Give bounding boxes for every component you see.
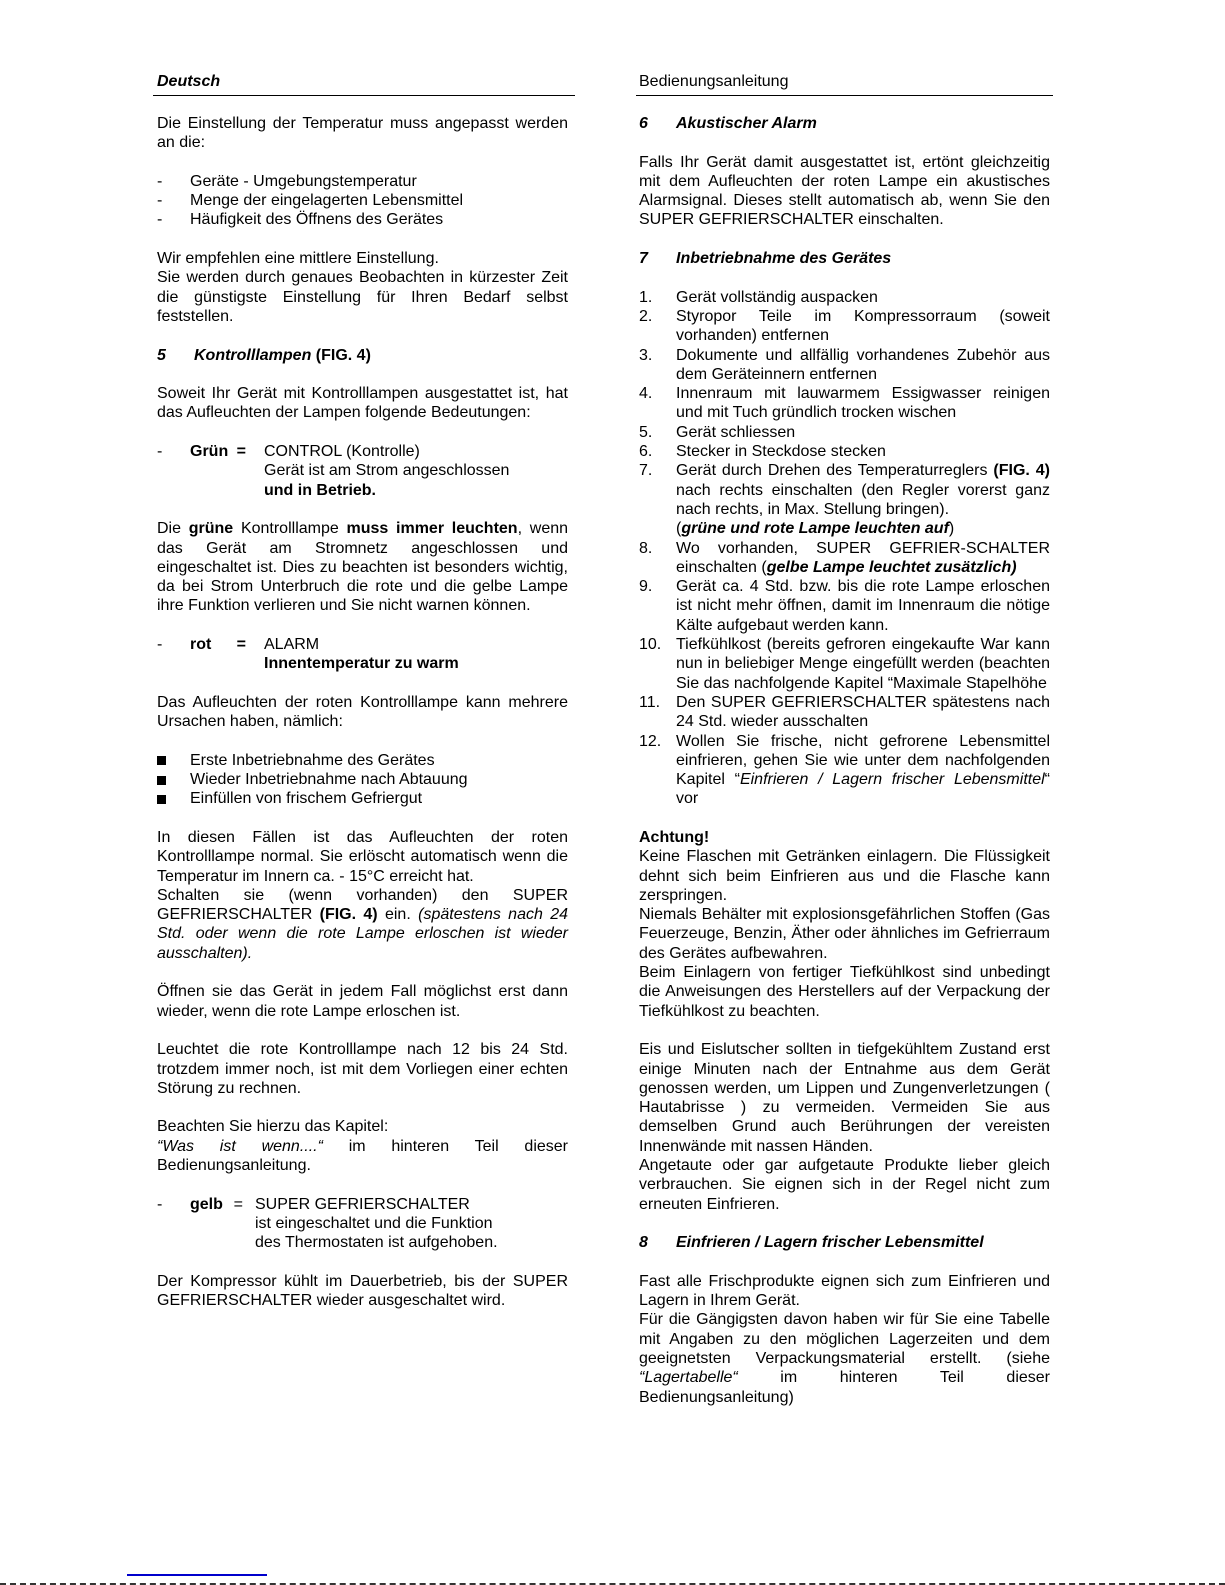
paragraph	[157, 268, 568, 326]
square-bullet-icon	[157, 751, 190, 770]
list-item-text	[676, 635, 1050, 693]
item-body	[676, 461, 1050, 519]
dash-marker: -	[157, 1195, 163, 1213]
item-number: 2.	[639, 307, 653, 325]
list-item-text	[676, 461, 1050, 538]
text-run: Falls Ihr Gerät damit ausgestattet ist, ertönt gleichzeitig mit dem Aufleuchten der roten Lampe ein akustisches Alarmsignal. Dieses stellt automatisch ab, wenn Sie den SUPER GEFRIERSCHALTER einschalten.	[639, 153, 1050, 229]
text-run: Einfüllen von frischem Gefriergut	[190, 790, 423, 808]
list-item-text	[676, 307, 1050, 346]
text-run: Leuchtet die rote Kontrolllampe nach 12 bis 24 Std. trotzdem immer noch, ist mit dem Vorliegen einer echten Störung zu rechnen.	[157, 1041, 568, 1097]
text-run: nach rechts einschalten (den Regler vorerst ganz nach rechts, in Max. Stellung bringen).	[676, 481, 1050, 518]
numbered-item	[639, 539, 1050, 578]
lamp-color: rot	[190, 636, 212, 654]
text-section	[157, 249, 568, 326]
dash-item	[157, 210, 568, 229]
numbered-item	[639, 635, 1050, 693]
text-run: “Lagertabelle“	[639, 1369, 738, 1387]
dash-marker: -	[157, 211, 163, 229]
list-item-text	[190, 751, 568, 770]
numbered-item	[639, 384, 1050, 423]
item-number: 9.	[639, 578, 653, 596]
square-bullet-glyph	[157, 776, 166, 785]
text-section	[157, 442, 568, 500]
link-underline[interactable]	[127, 1574, 267, 1576]
paragraph	[639, 905, 1050, 963]
section-title	[676, 114, 817, 133]
list-item-text	[676, 442, 1050, 461]
text-run: Wollen Sie frische, nicht gefrorene Lebensmittel einfrieren, gehen Sie wie unter dem nachfolgenden Kapitel “	[676, 732, 1050, 789]
text-run: CONTROL (Kontrolle)	[264, 443, 420, 461]
text-run: Stecker in Steckdose stecken	[676, 443, 886, 461]
text-run: Keine Flaschen mit Getränken einlagern. Die Flüssigkeit dehnt sich beim Einfrieren aus und die Flasche kann zerspringen.	[639, 848, 1050, 904]
equals-sign: =	[233, 1195, 243, 1213]
item-number: 4.	[639, 385, 653, 403]
text-section	[157, 1195, 568, 1253]
lamp-color: Grün	[190, 443, 229, 461]
text-run: ist eingeschaltet und die Funktion	[255, 1214, 493, 1232]
text-run: Für die Gängigsten davon haben wir für Sie eine Tabelle mit Angaben zu den möglichen Lagerzeiten und dem geeignetsten Verpackungsmaterial erstellt. (siehe	[639, 1311, 1050, 1367]
text-run: grüne	[188, 520, 234, 538]
square-bullet-glyph	[157, 795, 166, 804]
header-rule-left	[153, 95, 575, 96]
text-run: Wo vorhanden, SUPER GEFRIER-SCHALTER einschalten (	[676, 539, 1050, 576]
header-title: Bedienungsanleitung	[639, 73, 789, 90]
text-section	[157, 751, 568, 809]
item-body	[676, 635, 1050, 693]
text-run: Geräte - Umgebungstemperatur	[190, 172, 417, 190]
paragraph	[157, 1272, 568, 1311]
lamp-meaning	[264, 442, 568, 500]
section-number: 5	[157, 346, 166, 364]
dash-item	[157, 191, 568, 210]
item-number: 7.	[639, 462, 653, 480]
section-title-text: Akustischer Alarm	[676, 115, 817, 132]
section-title-text: Inbetriebnahme des Gerätes	[676, 250, 892, 268]
text-run: gelbe Lampe leuchtet zusätzlich)	[766, 558, 1017, 576]
lamp-meaning-line	[264, 461, 568, 480]
text-run: Tiefkühlkost (bereits gefroren eingekaufte War kann nun in beliebiger Menge eingefüllt werden (beachten Sie das nachfolgende Kapitel “Maximale Stapelhöhe	[676, 636, 1050, 692]
lamp-meaning-line	[264, 654, 568, 673]
text-section	[157, 693, 568, 732]
text-run: Dokumente und allfällig vorhandenes Zubehör aus dem Geräteinnern entfernen	[676, 346, 1050, 383]
numbered-item	[639, 732, 1050, 809]
item-number: 3.	[639, 346, 653, 364]
text-run: Menge der eingelagerten Lebensmittel	[190, 192, 464, 210]
text-run: Gerät vollständig auspacken	[676, 288, 878, 306]
item-number: 8.	[639, 539, 653, 557]
lamp-meaning-line	[255, 1214, 568, 1233]
text-run: Gerät ist am Strom angeschlossen	[264, 462, 510, 480]
text-run: Häufigkeit des Öffnens des Gerätes	[190, 211, 444, 229]
header-language: Deutsch	[157, 73, 221, 90]
text-section	[157, 172, 568, 230]
text-section	[157, 635, 568, 674]
numbered-item	[639, 577, 1050, 635]
lamp-definition	[157, 1195, 568, 1253]
text-run: (FIG. 4)	[319, 906, 378, 924]
text-section	[157, 346, 568, 365]
item-body	[676, 423, 1050, 442]
dash-marker: -	[157, 192, 163, 210]
lamp-meaning-line	[264, 481, 568, 500]
numbered-item	[639, 423, 1050, 442]
text-run: , wenn das Gerät am Stromnetz angeschlossen und eingeschaltet ist. Dies zu beachten ist besonders wichtig, da bei Strom Unterbruch die rote und die gelbe Lampe ihre Funktion verlieren und Sie nicht warnen können.	[157, 520, 569, 615]
numbered-item	[639, 461, 1050, 538]
bullet-item	[157, 751, 568, 770]
section-number: 6	[639, 115, 648, 132]
text-run: Eis und Eislutscher sollten in tiefgekühltem Zustand erst einige Minuten nach der Entnahme aus dem Gerät genossen werden, um Lippen und Zungenverletzungen ( Hautabrisse ) zu vermeiden. Vermeiden Sie aus demselben Grund auch Berührungen der vereisten Innenwände mit nassen Händen.	[639, 1041, 1050, 1155]
section-heading	[157, 346, 568, 365]
text-section	[639, 1272, 1050, 1407]
text-run: Einfrieren / Lagern frischer Lebensmittel	[739, 771, 1045, 789]
paragraph	[157, 982, 568, 1021]
text-run: Erste Inbetriebnahme des Gerätes	[190, 751, 435, 769]
item-body	[676, 384, 1050, 423]
text-run: des Thermostaten ist aufgehoben.	[255, 1234, 498, 1252]
text-run: Schalten sie (wenn vorhanden) den SUPER GEFRIERSCHALTER	[157, 886, 568, 924]
text-run: im hinteren Teil dieser Bedienungsanleitung.	[157, 1137, 568, 1175]
list-item-text	[190, 210, 568, 229]
section-number: 7	[639, 250, 648, 268]
equals-sign: =	[236, 636, 246, 654]
dash-marker: -	[157, 443, 163, 461]
dash-item	[157, 172, 568, 191]
numbered-item	[639, 442, 1050, 461]
paragraph	[639, 963, 1050, 1021]
lamp-label	[190, 442, 264, 500]
list-item-text	[676, 346, 1050, 385]
text-run: Gerät schliessen	[676, 423, 796, 441]
paragraph	[157, 828, 568, 886]
text-run: Beachten Sie hierzu das Kapitel:	[157, 1118, 389, 1136]
lamp-label	[190, 1195, 255, 1253]
text-run: Innentemperatur zu warm	[264, 655, 459, 673]
text-run: Niemals Behälter mit explosionsgefährlichen Stoffen (Gas Feuerzeuge, Benzin, Äther oder ähnliches im Gefrierraum des Gerätes aufbewahren.	[639, 906, 1050, 962]
square-bullet-glyph	[157, 756, 166, 765]
item-number: 12.	[639, 732, 662, 750]
paragraph	[639, 1310, 1050, 1406]
section-title-suffix: (FIG. 4)	[311, 346, 371, 364]
section-title	[676, 249, 891, 268]
text-run: und in Betrieb.	[264, 481, 376, 499]
text-run: Der Kompressor kühlt im Dauerbetrieb, bis der SUPER GEFRIERSCHALTER wieder ausgeschaltet wird.	[157, 1272, 568, 1310]
list-item-text	[676, 288, 1050, 307]
list-item-text	[676, 732, 1050, 809]
text-section	[157, 114, 568, 153]
text-run: grüne und rote Lampe leuchten auf	[681, 520, 949, 538]
item-body	[676, 693, 1050, 732]
item-body	[676, 307, 1050, 346]
text-section	[639, 288, 1050, 809]
section-heading	[639, 1233, 1050, 1252]
section-heading	[639, 249, 1050, 268]
text-run: muss immer leuchten	[346, 520, 518, 538]
text-run: In diesen Fällen ist das Aufleuchten der roten Kontrolllampe normal. Sie erlöscht automatisch wenn die Temperatur im Innern ca. - 15°C erreicht hat.	[157, 828, 568, 885]
paragraph	[639, 1272, 1050, 1311]
text-run: Styropor Teile im Kompressorraum (soweit vorhanden) entfernen	[676, 307, 1050, 345]
section-title	[676, 1233, 984, 1252]
text-run: Den SUPER GEFRIERSCHALTER spätestens nach 24 Std. wieder ausschalten	[676, 693, 1050, 731]
text-run: Beim Einlagern von fertiger Tiefkühlkost sind unbedingt die Anweisungen des Herstellers auf der Verpackung der Tiefkühlkost zu beachten.	[639, 964, 1050, 1020]
text-run: Das Aufleuchten der roten Kontrolllampe kann mehrere Ursachen haben, nämlich:	[157, 693, 568, 731]
item-body	[676, 442, 1050, 461]
lamp-definition	[157, 442, 568, 500]
text-section	[639, 249, 1050, 268]
text-run: (spätestens nach 24 Std. oder wenn die rote Lampe erloschen ist wieder ausschalten).	[157, 906, 569, 962]
text-run: Innenraum mit lauwarmem Essigwasser reinigen und mit Tuch gründlich trocken wischen	[676, 385, 1050, 422]
text-section	[157, 1117, 568, 1175]
square-bullet-icon	[157, 789, 190, 808]
item-body	[676, 539, 1050, 578]
list-item-text	[676, 384, 1050, 423]
item-number: 6.	[639, 443, 653, 461]
text-run: Öffnen sie das Gerät in jedem Fall möglichst erst dann wieder, wenn die rote Lampe erloschen ist.	[157, 983, 568, 1020]
text-run: Gerät ca. 4 Std. bzw. bis die rote Lampe erloschen ist nicht mehr öffnen, damit im Innenraum die nötige Kälte aufgebaut werden kann.	[676, 578, 1050, 634]
section-title-text: Kontrolllampen	[194, 346, 312, 364]
numbered-item	[639, 307, 1050, 346]
item-body	[676, 346, 1050, 385]
list-item-text	[676, 577, 1050, 635]
list-item-text	[190, 191, 568, 210]
list-item-text	[190, 789, 568, 808]
numbered-item	[639, 693, 1050, 732]
lamp-meaning-line	[264, 635, 568, 654]
text-section	[157, 828, 568, 963]
paragraph	[639, 828, 1050, 847]
item-number: 11.	[639, 693, 661, 711]
item-body	[676, 288, 1050, 307]
text-section	[157, 1040, 568, 1098]
item-number: 10.	[639, 636, 662, 654]
text-run: (	[676, 520, 682, 538]
item-number: 1.	[639, 288, 653, 306]
section-heading	[639, 114, 1050, 133]
text-run: Soweit Ihr Gerät mit Kontrolllampen ausgestattet ist, hat das Aufleuchten der Lampen folgende Bedeutungen:	[157, 385, 568, 422]
text-run: Wir empfehlen eine mittlere Einstellung.	[157, 250, 439, 268]
text-section	[157, 982, 568, 1021]
equals-sign: =	[236, 443, 246, 461]
paragraph	[157, 1040, 568, 1098]
text-section	[157, 384, 568, 423]
text-run: SUPER GEFRIERSCHALTER	[255, 1195, 470, 1213]
list-item-text	[676, 539, 1050, 578]
list-item-text	[676, 693, 1050, 732]
paragraph	[639, 847, 1050, 905]
lamp-color: gelb	[190, 1195, 223, 1213]
paragraph	[157, 693, 568, 732]
item-note	[676, 519, 1050, 538]
text-run: im hinteren Teil dieser Bedienungsanleitung)	[639, 1369, 1050, 1406]
text-run: “Was ist wenn....“	[157, 1137, 323, 1155]
text-run: Fast alle Frischprodukte eignen sich zum Einfrieren und Lagern in Ihrem Gerät.	[639, 1272, 1050, 1310]
numbered-item	[639, 346, 1050, 385]
dash-marker: -	[157, 172, 163, 190]
text-run: )	[948, 520, 955, 538]
text-run: Sie werden durch genaues Beobachten in kürzester Zeit die günstigste Einstellung für Ihren Bedarf selbst feststellen.	[157, 269, 568, 325]
bullet-item	[157, 770, 568, 789]
right-column	[639, 114, 1050, 1426]
lamp-definition	[157, 635, 568, 674]
text-section	[639, 153, 1050, 230]
list-item-text	[190, 770, 568, 789]
text-section	[157, 1272, 568, 1311]
lamp-meaning-line	[264, 442, 568, 461]
item-body	[676, 732, 1050, 809]
paragraph	[157, 1117, 568, 1136]
dash-marker: -	[157, 636, 163, 654]
paragraph	[157, 886, 568, 963]
section-title-text: Einfrieren / Lagern frischer Lebensmittel	[676, 1234, 984, 1252]
section-title	[194, 346, 371, 365]
list-item-text	[676, 423, 1050, 442]
text-section	[639, 114, 1050, 133]
paragraph	[157, 114, 568, 153]
paragraph	[639, 153, 1050, 230]
item-number: 5.	[639, 423, 653, 441]
text-run: Kontrolllampe	[233, 520, 347, 538]
paragraph	[157, 519, 568, 615]
text-section	[157, 519, 568, 615]
text-run: ALARM	[264, 636, 320, 654]
text-run: Die Einstellung der Temperatur muss angepasst werden an die:	[157, 115, 568, 152]
text-section	[639, 1040, 1050, 1214]
left-column	[157, 114, 568, 1330]
text-run: (FIG. 4)	[993, 462, 1050, 480]
lamp-meaning	[255, 1195, 568, 1253]
text-run: Wieder Inbetriebnahme nach Abtauung	[190, 771, 468, 789]
text-run: Die	[157, 520, 189, 538]
text-run: Gerät durch Drehen des Temperaturreglers	[676, 462, 994, 480]
paragraph	[157, 249, 568, 268]
bullet-item	[157, 789, 568, 808]
lamp-meaning-line	[255, 1233, 568, 1252]
text-run: Angetaute oder gar aufgetaute Produkte lieber gleich verbrauchen. Sie eignen sich in der Regel nicht zum erneuten Einfrieren.	[639, 1157, 1050, 1213]
paragraph	[157, 1137, 568, 1176]
square-bullet-icon	[157, 770, 190, 789]
text-section	[639, 1233, 1050, 1252]
paragraph	[639, 1156, 1050, 1214]
text-run: Achtung!	[639, 828, 710, 846]
paragraph	[157, 384, 568, 423]
lamp-meaning	[264, 635, 568, 674]
list-item-text	[190, 172, 568, 191]
lamp-label	[190, 635, 264, 674]
text-run: “ vor	[676, 771, 1050, 808]
text-section	[639, 828, 1050, 1021]
section-number: 8	[639, 1234, 648, 1252]
item-body	[676, 577, 1050, 635]
numbered-item	[639, 288, 1050, 307]
header-rule-right	[636, 95, 1053, 96]
text-run: ein.	[377, 906, 419, 924]
paragraph	[639, 1040, 1050, 1156]
lamp-meaning-line	[255, 1195, 568, 1214]
